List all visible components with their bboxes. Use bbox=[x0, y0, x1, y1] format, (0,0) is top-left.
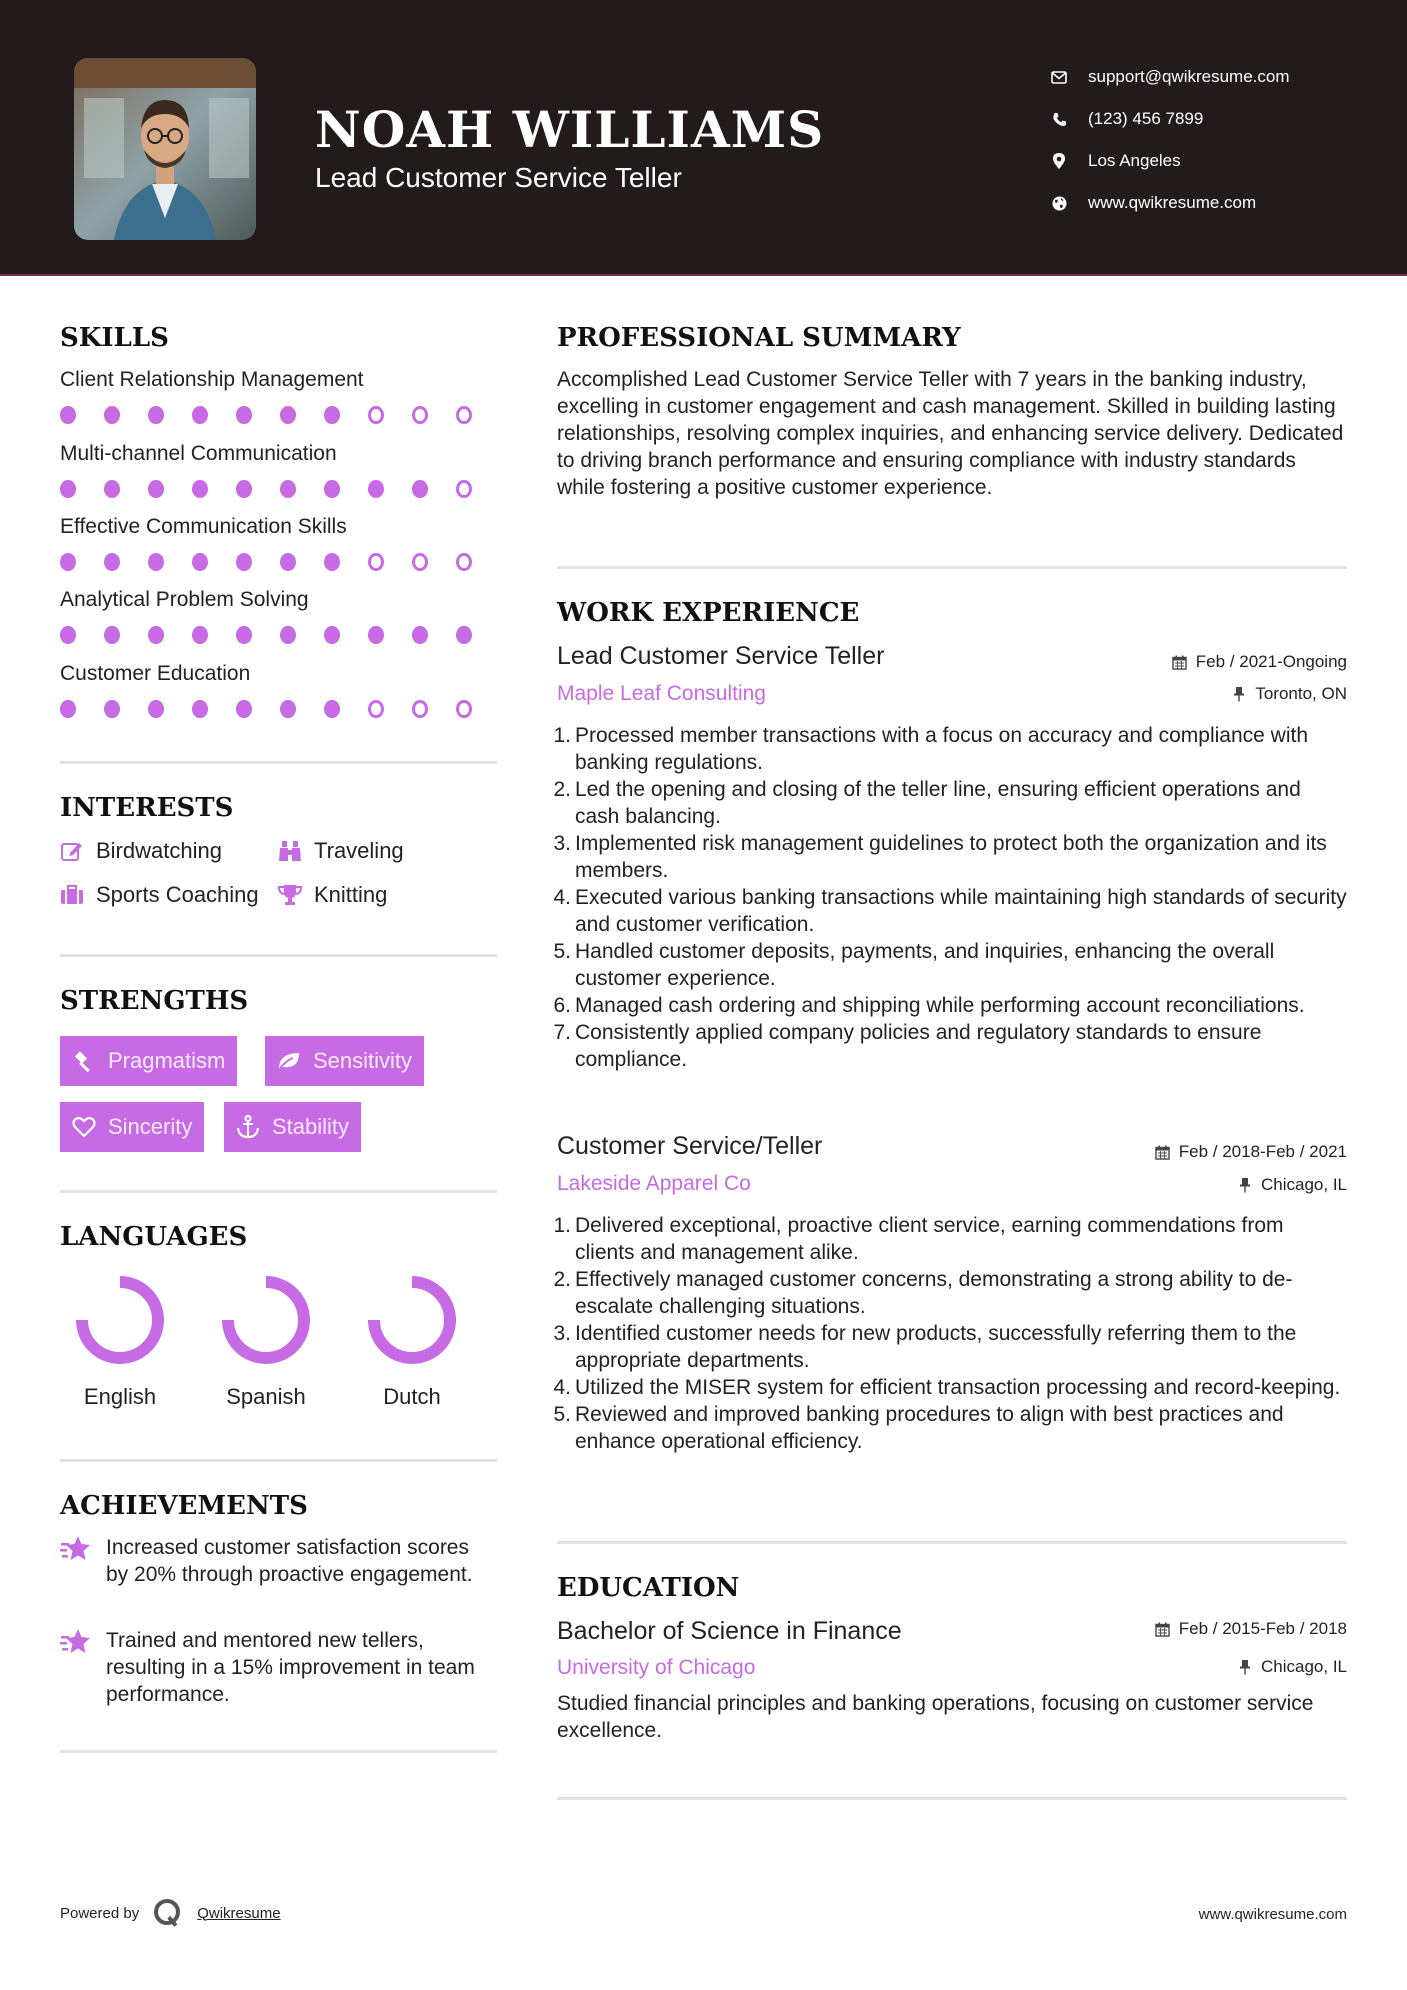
rating-dot-filled bbox=[324, 626, 340, 644]
rating-dot-filled bbox=[192, 553, 208, 571]
skill-name: Effective Communication Skills bbox=[60, 515, 347, 538]
candidate-name: NOAH WILLIAMS bbox=[315, 100, 825, 159]
interest-label: Birdwatching bbox=[96, 838, 222, 863]
rating-dot-filled bbox=[368, 626, 384, 644]
duty-item bbox=[553, 1374, 1347, 1401]
duty-text: Identified customer needs for new products, successfully referring them to the appropriate departments. bbox=[575, 1322, 1297, 1372]
gavel-icon bbox=[72, 1049, 96, 1073]
skill-rating bbox=[60, 700, 500, 718]
skills-title: SKILLS bbox=[60, 323, 169, 353]
interest-item bbox=[278, 882, 387, 908]
contact-phone[interactable] bbox=[1050, 98, 1390, 140]
interests-title: INTERESTS bbox=[60, 793, 234, 823]
duty-item bbox=[553, 1019, 1347, 1073]
rating-dot-filled bbox=[324, 553, 340, 571]
section-divider bbox=[60, 761, 497, 764]
star-icon bbox=[60, 1534, 92, 1564]
pushpin-icon bbox=[1231, 686, 1247, 702]
duty-number: 6. bbox=[553, 994, 571, 1017]
job-location-text: Chicago, IL bbox=[1261, 1175, 1347, 1194]
rating-dot-filled bbox=[280, 700, 296, 718]
rating-dot-filled bbox=[60, 626, 76, 644]
rating-dot-filled bbox=[60, 700, 76, 718]
rating-dot-filled bbox=[148, 480, 164, 498]
rating-dot-filled bbox=[60, 406, 76, 424]
education-dates-text: Feb / 2015-Feb / 2018 bbox=[1178, 1619, 1347, 1638]
duty-item bbox=[553, 884, 1347, 938]
skill-rating bbox=[60, 480, 500, 498]
duty-item bbox=[553, 1266, 1347, 1320]
language-label: Spanish bbox=[226, 1384, 306, 1409]
language-level-ring bbox=[366, 1274, 458, 1366]
education-title: EDUCATION bbox=[557, 1573, 740, 1603]
star-icon bbox=[60, 1627, 92, 1657]
rating-dot-filled bbox=[104, 480, 120, 498]
qwikresume-logo-icon bbox=[153, 1898, 183, 1928]
language-label: English bbox=[83, 1384, 157, 1409]
duty-item bbox=[553, 776, 1347, 830]
map-pin-icon bbox=[1050, 152, 1068, 170]
education-school: University of Chicago bbox=[557, 1656, 756, 1679]
skill-name: Client Relationship Management bbox=[60, 368, 364, 391]
rating-dot-filled bbox=[60, 553, 76, 571]
pushpin-icon bbox=[1237, 1177, 1253, 1193]
achievement-text: Trained and mentored new tellers, resulting in a 15% improvement in team performance. bbox=[106, 1629, 475, 1706]
job-dates bbox=[1155, 1142, 1347, 1162]
education-location-text: Chicago, IL bbox=[1261, 1657, 1347, 1676]
rating-dot-empty bbox=[412, 406, 428, 424]
resume-header bbox=[0, 0, 1407, 276]
language-item bbox=[352, 1274, 472, 1410]
achievement-item bbox=[60, 1534, 480, 1588]
rating-dot-empty bbox=[456, 406, 472, 424]
contact-location-text: Los Angeles bbox=[1088, 151, 1181, 170]
interest-label: Sports Coaching bbox=[96, 882, 259, 907]
job-company: Maple Leaf Consulting bbox=[557, 682, 766, 705]
rating-dot-filled bbox=[148, 406, 164, 424]
calendar-icon bbox=[1155, 1144, 1171, 1160]
education-location bbox=[1237, 1657, 1347, 1677]
interest-item bbox=[60, 838, 222, 864]
skill-name: Analytical Problem Solving bbox=[60, 588, 309, 611]
rating-dot-filled bbox=[280, 553, 296, 571]
rating-dot-filled bbox=[236, 553, 252, 571]
rating-dot-filled bbox=[280, 406, 296, 424]
rating-dot-filled bbox=[60, 480, 76, 498]
rating-dot-filled bbox=[324, 406, 340, 424]
duty-number: 4. bbox=[553, 886, 571, 909]
rating-dot-empty bbox=[456, 480, 472, 498]
candidate-title: Lead Customer Service Teller bbox=[315, 162, 682, 193]
job-role: Lead Customer Service Teller bbox=[557, 642, 885, 670]
strength-label: Stability bbox=[272, 1114, 350, 1139]
rating-dot-empty bbox=[368, 700, 384, 718]
skill-rating bbox=[60, 553, 500, 571]
duty-number: 7. bbox=[553, 1021, 571, 1044]
section-divider bbox=[557, 1541, 1347, 1544]
job-dates-text: Feb / 2018-Feb / 2021 bbox=[1178, 1142, 1347, 1161]
rating-dot-filled bbox=[236, 626, 252, 644]
rating-dot-filled bbox=[236, 406, 252, 424]
duty-number: 3. bbox=[553, 1322, 571, 1345]
job-location-text: Toronto, ON bbox=[1255, 684, 1347, 703]
section-divider bbox=[557, 566, 1347, 569]
experience-title: WORK EXPERIENCE bbox=[557, 598, 860, 628]
suitcase-icon bbox=[60, 883, 84, 907]
duty-item bbox=[553, 992, 1347, 1019]
section-divider bbox=[60, 1750, 497, 1753]
trophy-icon bbox=[278, 883, 302, 907]
duty-item bbox=[553, 938, 1347, 992]
section-divider bbox=[557, 1797, 1347, 1800]
skill-rating bbox=[60, 626, 500, 644]
language-item bbox=[206, 1274, 326, 1410]
summary-text: Accomplished Lead Customer Service Teller with 7 years in the banking industry, excelling in customer engagement and cash management. Skilled in building lasting relationships, resolving complex inquiries, and enhancing service delivery. Dedicated to driving branch performance and ensuring compliance with industry standards while fostering a positive customer experience. bbox=[557, 368, 1344, 499]
duty-text: Delivered exceptional, proactive client service, earning commendations from clients and management alike. bbox=[575, 1214, 1284, 1264]
duty-number: 1. bbox=[553, 1214, 571, 1237]
contact-email-text: support@qwikresume.com bbox=[1088, 67, 1290, 86]
education-description: Studied financial principles and banking operations, focusing on customer service excellence. bbox=[557, 1692, 1314, 1742]
phone-icon bbox=[1050, 110, 1068, 128]
achievement-text: Increased customer satisfaction scores by 20% through proactive engagement. bbox=[106, 1536, 473, 1586]
strength-label: Sensitivity bbox=[313, 1048, 413, 1073]
interest-label: Traveling bbox=[314, 838, 404, 863]
section-divider bbox=[60, 1459, 497, 1462]
powered-by-text: Powered by bbox=[60, 1904, 140, 1922]
calendar-icon bbox=[1155, 1621, 1171, 1637]
duty-item bbox=[553, 1401, 1347, 1455]
rating-dot-empty bbox=[456, 553, 472, 571]
duty-number: 4. bbox=[553, 1376, 571, 1399]
rating-dot-filled bbox=[368, 480, 384, 498]
duty-text: Handled customer deposits, payments, and inquiries, enhancing the overall customer experience. bbox=[575, 940, 1275, 990]
skill-name: Customer Education bbox=[60, 662, 251, 685]
contact-location bbox=[1050, 140, 1390, 182]
strength-tag bbox=[60, 1036, 237, 1086]
duty-number: 3. bbox=[553, 832, 571, 855]
rating-dot-empty bbox=[412, 553, 428, 571]
education-dates bbox=[1155, 1619, 1347, 1639]
language-level-ring bbox=[74, 1274, 166, 1366]
language-level-arc bbox=[82, 1282, 158, 1358]
job-duties bbox=[553, 1212, 1347, 1455]
calendar-icon bbox=[1172, 654, 1188, 670]
footer-branding bbox=[60, 1898, 281, 1928]
skill-item bbox=[60, 368, 500, 424]
duty-item bbox=[553, 722, 1347, 776]
brand-link[interactable]: Qwikresume bbox=[197, 1904, 281, 1922]
rating-dot-filled bbox=[324, 700, 340, 718]
duty-number: 2. bbox=[553, 1268, 571, 1291]
language-label: Dutch bbox=[383, 1384, 441, 1409]
duty-text: Reviewed and improved banking procedures to align with best practices and enhance operational efficiency. bbox=[575, 1403, 1284, 1453]
contact-email[interactable] bbox=[1050, 56, 1390, 98]
contact-list bbox=[1050, 56, 1390, 224]
rating-dot-filled bbox=[412, 626, 428, 644]
job-duties bbox=[553, 722, 1347, 1073]
skill-rating bbox=[60, 406, 500, 424]
duty-text: Effectively managed customer concerns, demonstrating a strong ability to de-escalate challenging situations. bbox=[575, 1268, 1293, 1318]
rating-dot-filled bbox=[192, 700, 208, 718]
footer-url[interactable]: www.qwikresume.com bbox=[1198, 1906, 1347, 1923]
duty-text: Processed member transactions with a focus on accuracy and compliance with banking regulations. bbox=[575, 724, 1309, 774]
strength-tag bbox=[60, 1102, 204, 1152]
rating-dot-filled bbox=[104, 700, 120, 718]
duty-text: Utilized the MISER system for efficient transaction processing and record-keeping. bbox=[575, 1376, 1341, 1399]
binoculars-icon bbox=[278, 839, 302, 863]
rating-dot-filled bbox=[104, 406, 120, 424]
rating-dot-filled bbox=[236, 700, 252, 718]
section-divider bbox=[60, 1190, 497, 1193]
duty-text: Managed cash ordering and shipping while performing account reconciliations. bbox=[575, 994, 1305, 1017]
language-level-arc bbox=[374, 1282, 450, 1358]
rating-dot-filled bbox=[192, 626, 208, 644]
rating-dot-filled bbox=[104, 553, 120, 571]
strength-tag bbox=[265, 1036, 424, 1086]
education-degree: Bachelor of Science in Finance bbox=[557, 1617, 902, 1645]
rating-dot-filled bbox=[280, 480, 296, 498]
summary-title: PROFESSIONAL SUMMARY bbox=[557, 323, 961, 353]
strength-label: Pragmatism bbox=[108, 1048, 226, 1073]
skill-name: Multi-channel Communication bbox=[60, 442, 337, 465]
rating-dot-empty bbox=[368, 553, 384, 571]
contact-phone-text: (123) 456 7899 bbox=[1088, 109, 1204, 128]
duty-number: 5. bbox=[553, 1403, 571, 1426]
heart-icon bbox=[72, 1115, 96, 1139]
rating-dot-filled bbox=[104, 626, 120, 644]
rating-dot-filled bbox=[192, 480, 208, 498]
profile-photo bbox=[74, 58, 256, 240]
rating-dot-filled bbox=[324, 480, 340, 498]
interest-item bbox=[278, 838, 404, 864]
skill-item bbox=[60, 442, 500, 498]
interest-label: Knitting bbox=[314, 882, 388, 907]
duty-item bbox=[553, 1212, 1347, 1266]
rating-dot-filled bbox=[148, 553, 164, 571]
contact-website[interactable] bbox=[1050, 182, 1390, 224]
interest-item bbox=[60, 882, 259, 908]
language-level-ring bbox=[220, 1274, 312, 1366]
rating-dot-empty bbox=[368, 406, 384, 424]
contact-website-text: www.qwikresume.com bbox=[1088, 193, 1257, 212]
skill-item bbox=[60, 588, 500, 644]
rating-dot-filled bbox=[148, 626, 164, 644]
anchor-icon bbox=[236, 1115, 260, 1139]
rating-dot-filled bbox=[456, 626, 472, 644]
language-level-arc bbox=[228, 1282, 304, 1358]
rating-dot-empty bbox=[412, 700, 428, 718]
languages-title: LANGUAGES bbox=[60, 1222, 248, 1252]
globe-icon bbox=[1050, 194, 1068, 212]
duty-item bbox=[553, 1320, 1347, 1374]
language-item bbox=[60, 1274, 180, 1410]
edit-icon bbox=[60, 839, 84, 863]
rating-dot-filled bbox=[280, 626, 296, 644]
strengths-title: STRENGTHS bbox=[60, 986, 249, 1016]
job-role: Customer Service/Teller bbox=[557, 1132, 823, 1160]
duty-item bbox=[553, 830, 1347, 884]
rating-dot-filled bbox=[192, 406, 208, 424]
pushpin-icon bbox=[1237, 1659, 1253, 1675]
duty-number: 5. bbox=[553, 940, 571, 963]
leaf-icon bbox=[277, 1049, 301, 1073]
skill-item bbox=[60, 515, 500, 571]
strength-tag bbox=[224, 1102, 361, 1152]
achievements-title: ACHIEVEMENTS bbox=[60, 1491, 308, 1521]
envelope-icon bbox=[1050, 68, 1068, 86]
section-divider bbox=[60, 954, 497, 957]
job-dates bbox=[1172, 652, 1347, 672]
duty-number: 2. bbox=[553, 778, 571, 801]
job-location bbox=[1231, 684, 1347, 704]
duty-text: Consistently applied company policies and regulatory standards to ensure compliance. bbox=[575, 1021, 1262, 1071]
job-company: Lakeside Apparel Co bbox=[557, 1172, 751, 1195]
duty-number: 1. bbox=[553, 724, 571, 747]
skill-item bbox=[60, 662, 500, 718]
rating-dot-filled bbox=[148, 700, 164, 718]
rating-dot-empty bbox=[456, 700, 472, 718]
duty-text: Implemented risk management guidelines to protect both the organization and its members. bbox=[575, 832, 1327, 882]
duty-text: Executed various banking transactions while maintaining high standards of security and customer verification. bbox=[575, 886, 1347, 936]
rating-dot-filled bbox=[236, 480, 252, 498]
job-dates-text: Feb / 2021-Ongoing bbox=[1195, 652, 1347, 671]
achievement-item bbox=[60, 1627, 480, 1708]
duty-text: Led the opening and closing of the teller line, ensuring efficient operations and cash balancing. bbox=[575, 778, 1301, 828]
job-location bbox=[1237, 1175, 1347, 1195]
rating-dot-filled bbox=[412, 480, 428, 498]
strength-label: Sincerity bbox=[108, 1114, 193, 1139]
